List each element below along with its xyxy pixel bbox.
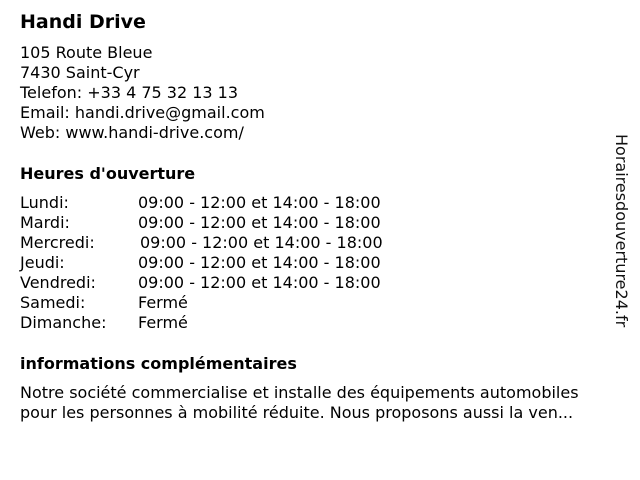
description-line: pour les personnes à mobilité réduite. Nous proposons aussi la ven... <box>20 403 574 422</box>
time-value: 09:00 - 12:00 et 14:00 - 18:00 <box>138 193 381 212</box>
website-line: Web: www.handi-drive.com/ <box>20 123 244 142</box>
day-label: Samedi: <box>20 293 86 312</box>
day-label: Vendredi: <box>20 273 96 292</box>
day-label: Dimanche: <box>20 313 107 332</box>
day-label: Lundi: <box>20 193 69 212</box>
opening-hours-heading: Heures d'ouverture <box>20 164 196 183</box>
additional-info-text <box>20 383 630 423</box>
email-line: Email: handi.drive@gmail.com <box>20 103 265 122</box>
time-value: 09:00 - 12:00 et 14:00 - 18:00 <box>138 273 381 292</box>
time-value: 09:00 - 12:00 et 14:00 - 18:00 <box>138 253 381 272</box>
address-city: 7430 Saint-Cyr <box>20 63 140 82</box>
additional-info-heading: informations complémentaires <box>20 354 297 373</box>
business-name: Handi Drive <box>20 11 146 33</box>
description-line: Notre société commercialise et installe des équipements automobiles <box>20 383 579 402</box>
time-value: 09:00 - 12:00 et 14:00 - 18:00 <box>138 213 381 232</box>
day-label: Mercredi: <box>20 233 95 252</box>
site-watermark: Horairesdouverture24.fr <box>612 134 631 328</box>
phone-line: Telefon: +33 4 75 32 13 13 <box>20 83 239 102</box>
address-street: 105 Route Bleue <box>20 43 153 62</box>
contact-block <box>20 43 265 143</box>
day-label: Mardi: <box>20 213 70 232</box>
time-value: Fermé <box>138 313 188 332</box>
day-label: Jeudi: <box>20 253 65 272</box>
time-value: 09:00 - 12:00 et 14:00 - 18:00 <box>140 233 383 252</box>
time-value: Fermé <box>138 293 188 312</box>
